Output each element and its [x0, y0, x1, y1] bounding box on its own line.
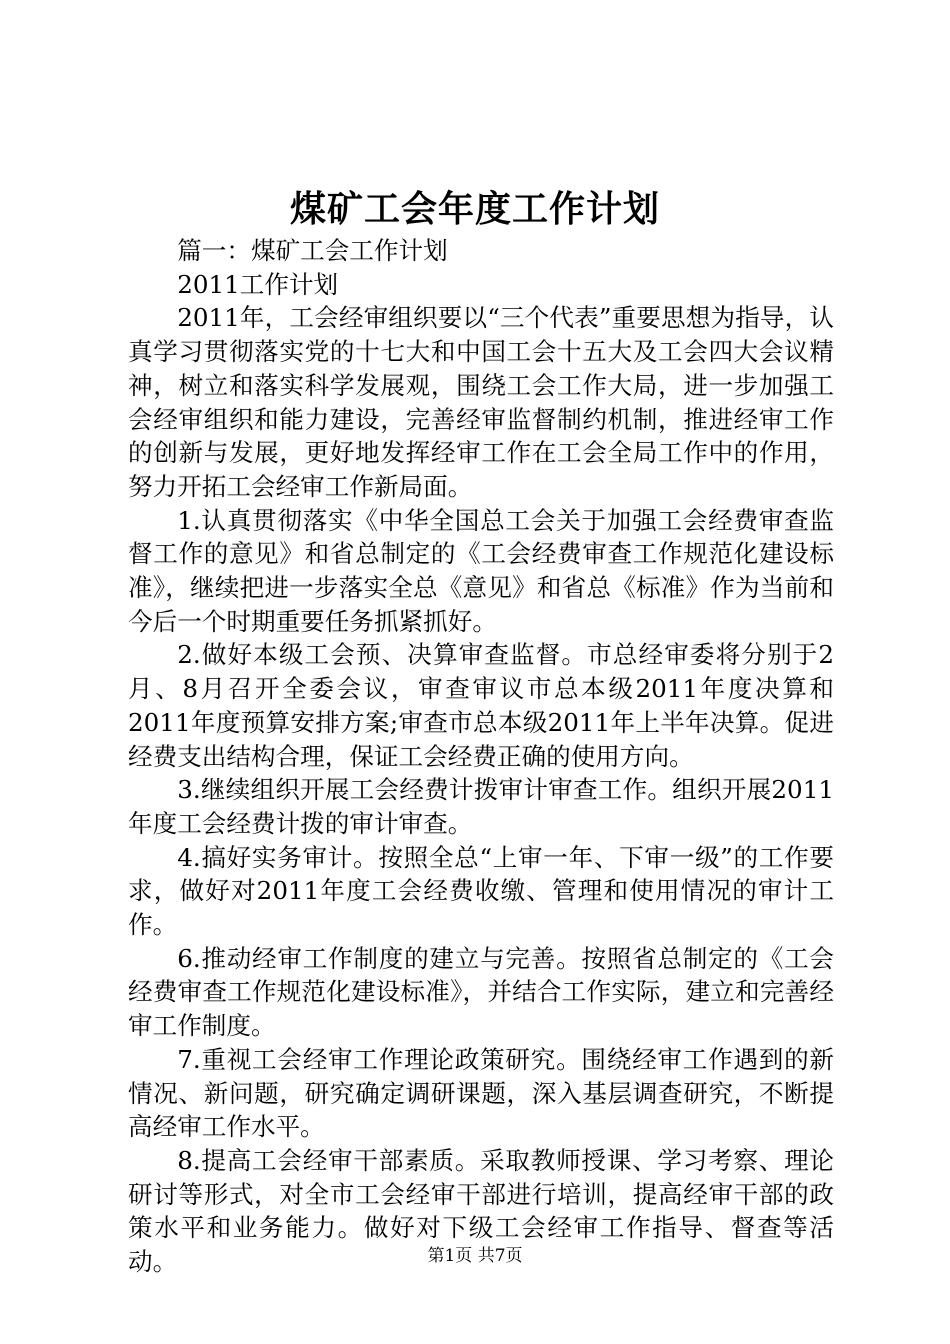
- document-title: 煤矿工会年度工作计划: [289, 188, 660, 230]
- document-body: [128, 234, 834, 1279]
- plan-item-6: 6.推动经审工作制度的建立与完善。按照省总制定的《工会经费审查工作规范化建设标准》，并结合工作实际，建立和完善经审工作制度。: [128, 943, 834, 1041]
- plan-item-4: 4.搞好实务审计。按照全总“上审一年、下审一级”的工作要求，做好对2011年度工会经费收缴、管理和使用情况的审计工作。: [128, 842, 834, 940]
- section-heading: 篇一：煤矿工会工作计划: [177, 236, 448, 265]
- plan-item-7: 7.重视工会经审工作理论政策研究。围绕经审工作遇到的新情况、新问题，研究确定调研课题，深入基层调查研究，不断提高经审工作水平。: [128, 1044, 834, 1142]
- plan-subtitle: 2011工作计划: [177, 269, 339, 299]
- plan-item-2: 2.做好本级工会预、决算审查监督。市总经审委将分别于2月、8月召开全委会议，审查审议市总本级2011年度决算和2011年度预算安排方案;审查市总本级2011年上半年决算。促进经费支出结构合理，保证工会经费正确的使用方向。: [128, 640, 834, 771]
- plan-item-1: 1.认真贯彻落实《中华全国总工会关于加强工会经费审查监督工作的意见》和省总制定的《工会经费审查工作规范化建设标准》，继续把进一步落实全总《意见》和省总《标准》作为当前和今后一个时期重要任务抓紧抓好。: [128, 505, 834, 636]
- plan-item-3: 3.继续组织开展工会经费计拨审计审查工作。组织开展2011年度工会经费计拨的审计审查。: [128, 775, 834, 838]
- intro-paragraph: 2011年，工会经审组织要以“三个代表”重要思想为指导，认真学习贯彻落实党的十七大和中国工会十五大及工会四大会议精神，树立和落实科学发展观，围绕工会工作大局，进一步加强工会经审组织和能力建设，完善经审监督制约机制，推进经审工作的创新与发展，更好地发挥经审工作在工会全局工作中的作用，努力开拓工会经审工作新局面。: [128, 303, 834, 501]
- plan-item-8: 8.提高工会经审干部素质。采取教师授课、学习考察、理论研讨等形式，对全市工会经审干部进行培训，提高经审干部的政策水平和业务能力。做好对下级工会经审工作指导、督查等活动。: [128, 1145, 834, 1277]
- page-number-footer: 第1页 共7页: [427, 1246, 523, 1266]
